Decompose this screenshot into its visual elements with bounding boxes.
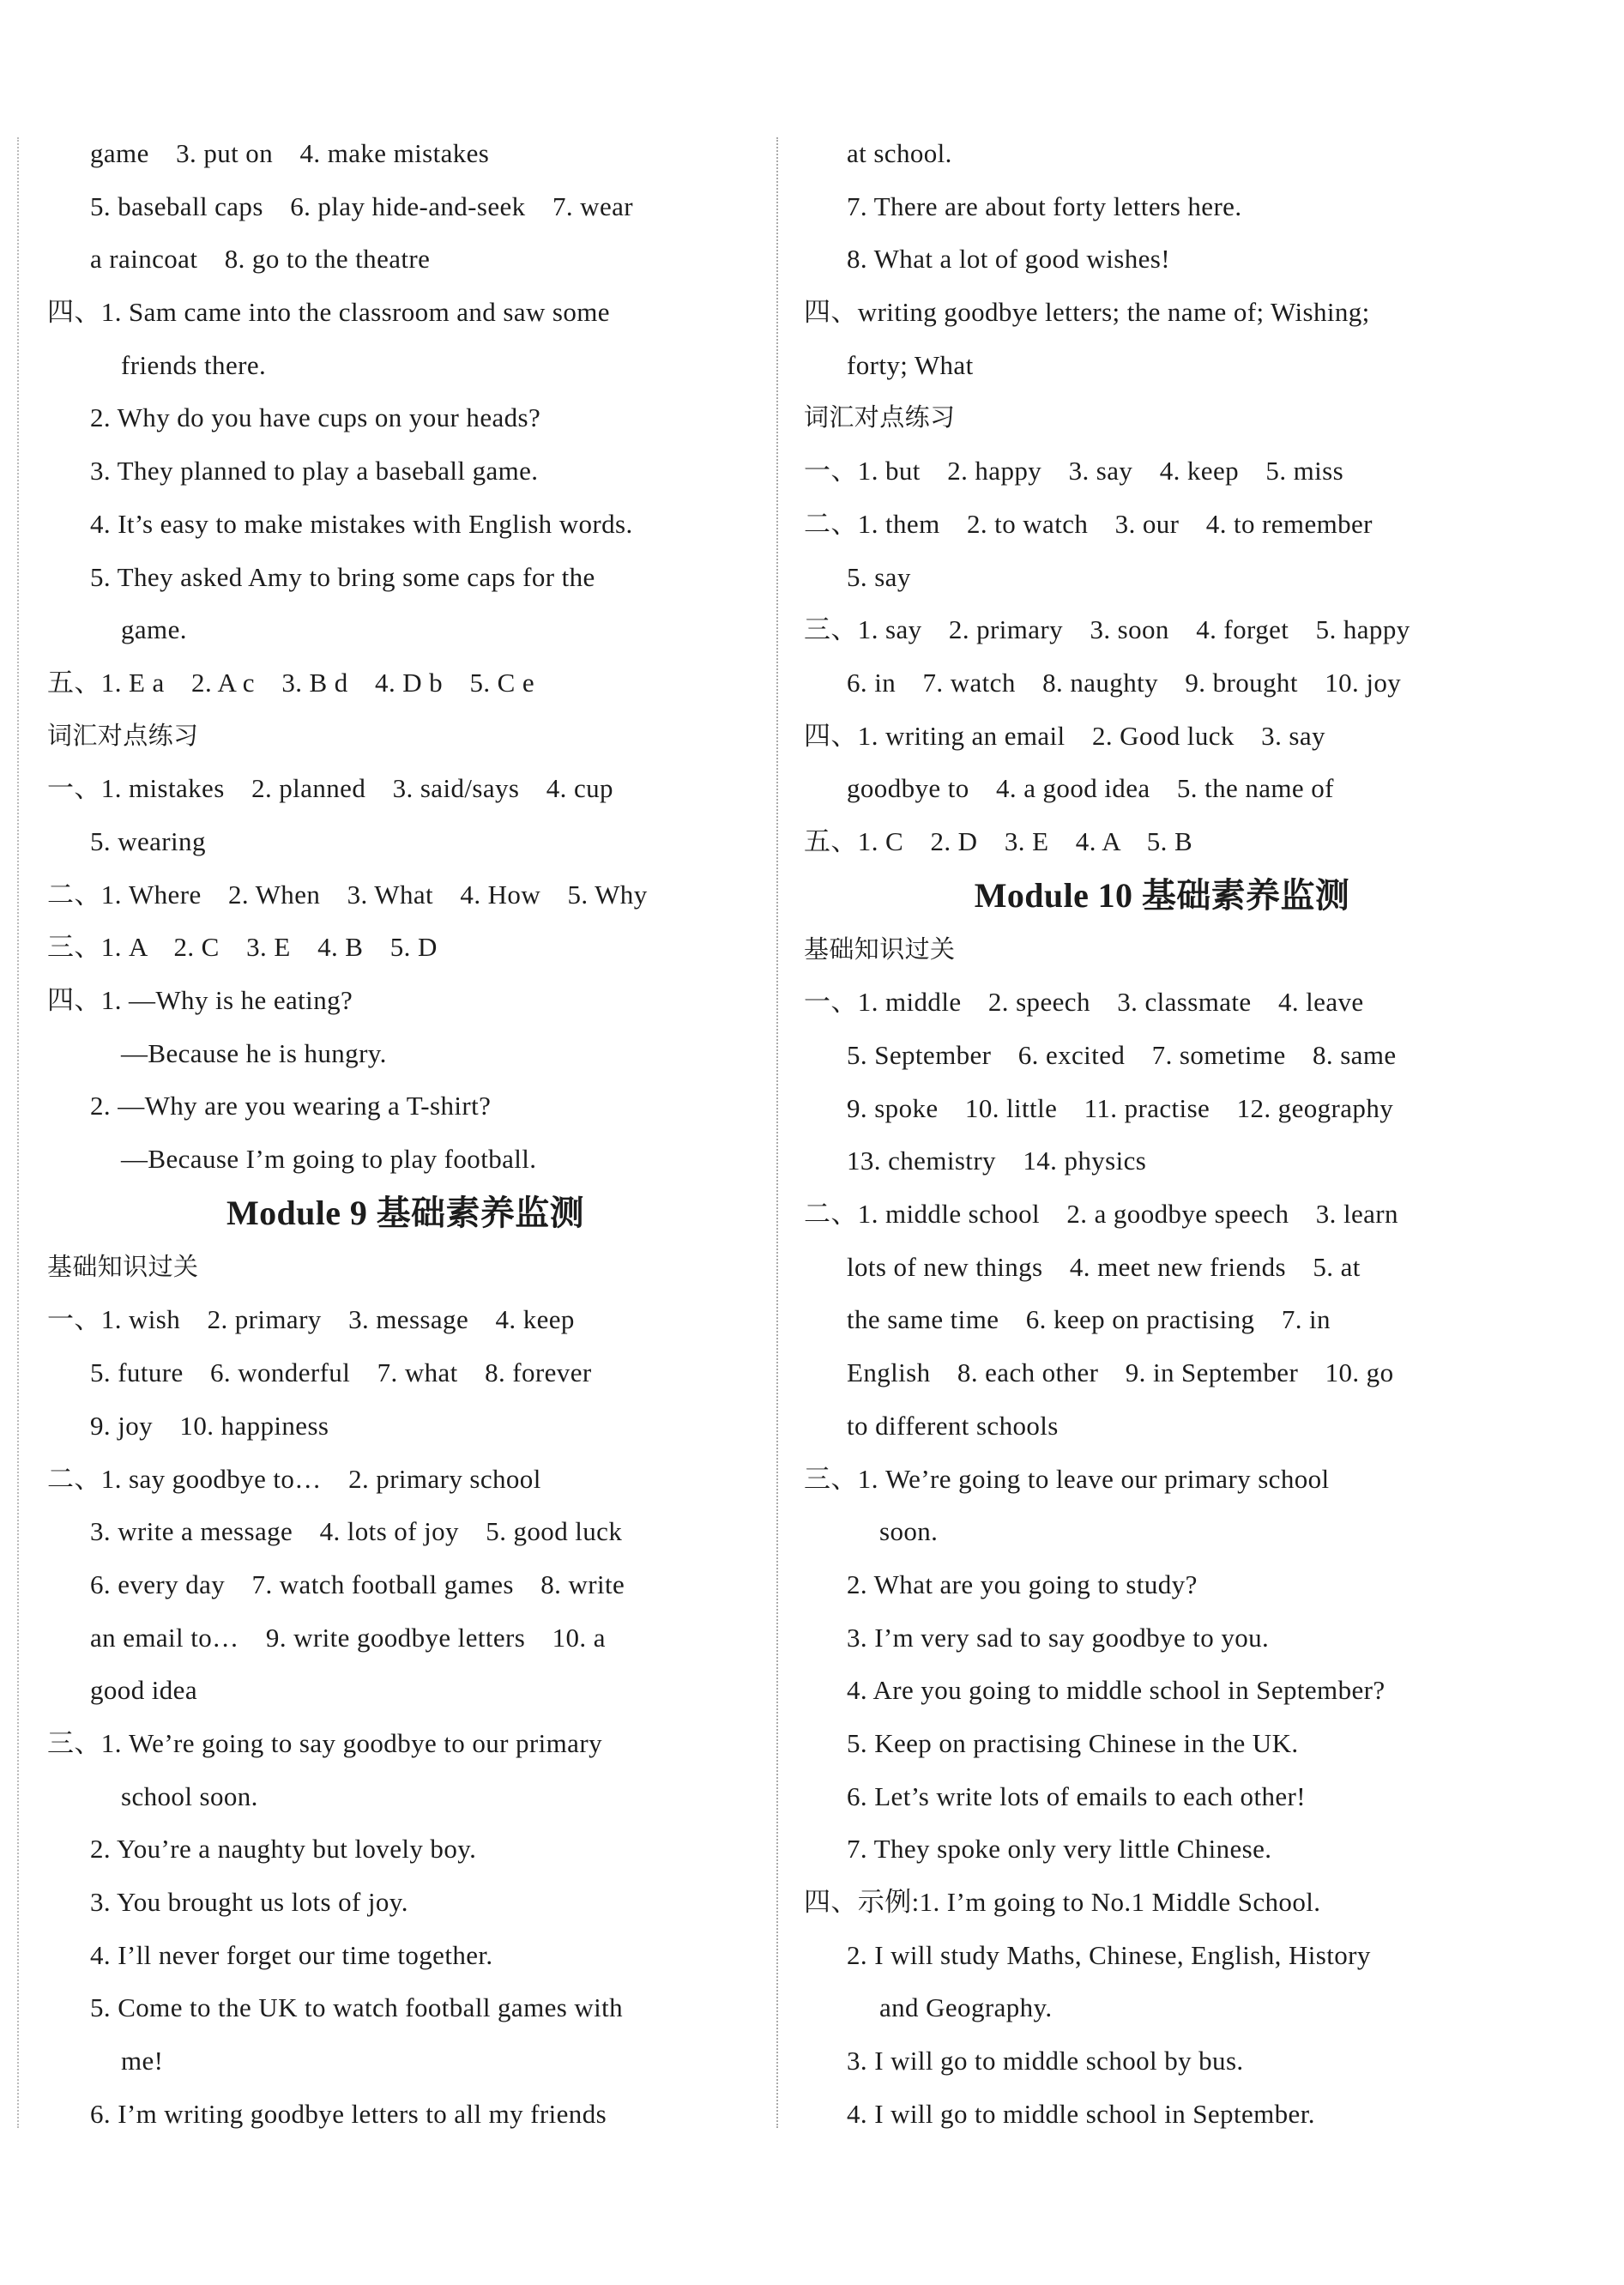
right-column xyxy=(804,127,1520,2140)
answer-line: good idea xyxy=(90,1675,197,1706)
answer-line: 二、1. Where 2. When 3. What 4. How 5. Why xyxy=(47,879,648,910)
answer-line: 9. joy 10. happiness xyxy=(90,1410,329,1441)
answer-line: 3. I will go to middle school by bus. xyxy=(847,2046,1244,2076)
answer-line: 一、1. wish 2. primary 3. message 4. keep xyxy=(47,1304,575,1335)
answer-line: 四、1. writing an email 2. Good luck 3. say xyxy=(804,720,1325,751)
answer-line: friends there. xyxy=(121,349,267,380)
answer-line: 6. in 7. watch 8. naughty 9. brought 10. joy xyxy=(847,667,1402,698)
answer-line: 8. What a lot of good wishes! xyxy=(847,244,1170,275)
answer-line: 6. Let’s write lots of emails to each other! xyxy=(847,1780,1306,1811)
answer-line: 3. They planned to play a baseball game. xyxy=(90,456,539,487)
answer-line: and Geography. xyxy=(879,1992,1053,2023)
column-divider xyxy=(776,137,778,2128)
section-heading: 基础知识过关 xyxy=(47,1251,199,1281)
section-heading: 词汇对点练习 xyxy=(47,720,199,750)
answer-line: 2. What are you going to study? xyxy=(847,1569,1198,1599)
answer-line: 2. —Why are you wearing a T-shirt? xyxy=(90,1091,492,1121)
answer-line: 3. You brought us lots of joy. xyxy=(90,1887,408,1917)
answer-line: 3. I’m very sad to say goodbye to you. xyxy=(847,1622,1270,1653)
answer-line: a raincoat 8. go to the theatre xyxy=(90,244,431,275)
answer-line: 5. say xyxy=(847,561,911,592)
answer-line: 4. Are you going to middle school in September? xyxy=(847,1675,1386,1706)
answer-line: 5. baseball caps 6. play hide-and-seek 7. wear xyxy=(90,190,634,221)
answer-line: 五、1. C 2. D 3. E 4. A 5. B xyxy=(804,825,1193,856)
answer-line: 二、1. say goodbye to… 2. primary school xyxy=(47,1463,541,1494)
answer-line: 四、1. —Why is he eating? xyxy=(47,985,353,1015)
answer-line: 2. Why do you have cups on your heads? xyxy=(90,402,541,433)
answer-line: forty; What xyxy=(847,349,974,380)
section-heading: 基础知识过关 xyxy=(804,934,956,964)
answer-line: —Because he is hungry. xyxy=(121,1037,387,1068)
answer-line: an email to… 9. write goodbye letters 10. a xyxy=(90,1622,606,1653)
answer-line: 4. I’ll never forget our time together. xyxy=(90,1939,493,1970)
answer-line: 三、1. We’re going to say goodbye to our primary xyxy=(47,1727,602,1758)
answer-line: 3. write a message 4. lots of joy 5. good luck xyxy=(90,1516,623,1547)
answer-line: lots of new things 4. meet new friends 5. at xyxy=(847,1251,1361,1282)
module-heading: Module 10 基础素养监测 xyxy=(974,875,1350,915)
answer-line: 四、writing goodbye letters; the name of; Wishing; xyxy=(804,297,1370,328)
answer-line: 三、1. A 2. C 3. E 4. B 5. D xyxy=(47,932,438,963)
left-margin-divider xyxy=(17,137,19,2128)
answer-line: 2. I will study Maths, Chinese, English, History xyxy=(847,1939,1371,1970)
left-column xyxy=(47,127,764,2140)
section-heading: 词汇对点练习 xyxy=(804,402,956,432)
answer-line: school soon. xyxy=(121,1780,258,1811)
answer-line: game. xyxy=(121,614,187,645)
answer-line: the same time 6. keep on practising 7. in xyxy=(847,1304,1331,1335)
answer-line: —Because I’m going to play football. xyxy=(121,1144,537,1175)
answer-line: 2. You’re a naughty but lovely boy. xyxy=(90,1834,477,1865)
answer-line: 4. I will go to middle school in September. xyxy=(847,2098,1315,2129)
answer-line: 5. future 6. wonderful 7. what 8. forever xyxy=(90,1357,592,1388)
answer-line: goodbye to 4. a good idea 5. the name of xyxy=(847,773,1334,804)
module-heading: Module 9 基础素养监测 xyxy=(226,1193,585,1232)
answer-line: 5. September 6. excited 7. sometime 8. same xyxy=(847,1040,1397,1070)
answer-line: 5. Come to the UK to watch football games with xyxy=(90,1992,624,2023)
answer-line: me! xyxy=(121,2046,164,2076)
answer-line: 五、1. E a 2. A c 3. B d 4. D b 5. C e xyxy=(47,667,535,698)
answer-line: 一、1. middle 2. speech 3. classmate 4. leave xyxy=(804,987,1364,1018)
answer-line: 三、1. say 2. primary 3. soon 4. forget 5. happy xyxy=(804,614,1410,645)
answer-line: 二、1. middle school 2. a goodbye speech 3. learn xyxy=(804,1199,1398,1230)
answer-line: 二、1. them 2. to watch 3. our 4. to remember xyxy=(804,508,1373,539)
answer-line: game 3. put on 4. make mistakes xyxy=(90,138,490,168)
answer-line: 4. It’s easy to make mistakes with English words. xyxy=(90,508,633,539)
answer-line: English 8. each other 9. in September 10. go xyxy=(847,1357,1394,1388)
answer-line: 一、1. but 2. happy 3. say 4. keep 5. miss xyxy=(804,456,1344,487)
answer-line: 9. spoke 10. little 11. practise 12. geography xyxy=(847,1092,1394,1123)
answer-line: 5. Keep on practising Chinese in the UK. xyxy=(847,1727,1299,1758)
answer-line: 7. There are about forty letters here. xyxy=(847,190,1242,221)
answer-line: 7. They spoke only very little Chinese. xyxy=(847,1834,1272,1865)
answer-line: 5. wearing xyxy=(90,825,206,856)
answer-line: to different schools xyxy=(847,1410,1059,1441)
answer-line: 13. chemistry 14. physics xyxy=(847,1146,1147,1176)
answer-line: 5. They asked Amy to bring some caps for the xyxy=(90,561,595,592)
answer-line: 四、示例:1. I’m going to No.1 Middle School. xyxy=(804,1887,1321,1917)
answer-line: soon. xyxy=(879,1516,939,1547)
answer-line: 一、1. mistakes 2. planned 3. said/says 4. cup xyxy=(47,773,613,804)
answer-line: 6. every day 7. watch football games 8. write xyxy=(90,1569,625,1599)
answer-line: 三、1. We’re going to leave our primary school xyxy=(804,1463,1330,1494)
answer-line: at school. xyxy=(847,138,952,168)
answer-line: 四、1. Sam came into the classroom and saw some xyxy=(47,297,610,328)
answer-line: 6. I’m writing goodbye letters to all my friends xyxy=(90,2098,607,2129)
